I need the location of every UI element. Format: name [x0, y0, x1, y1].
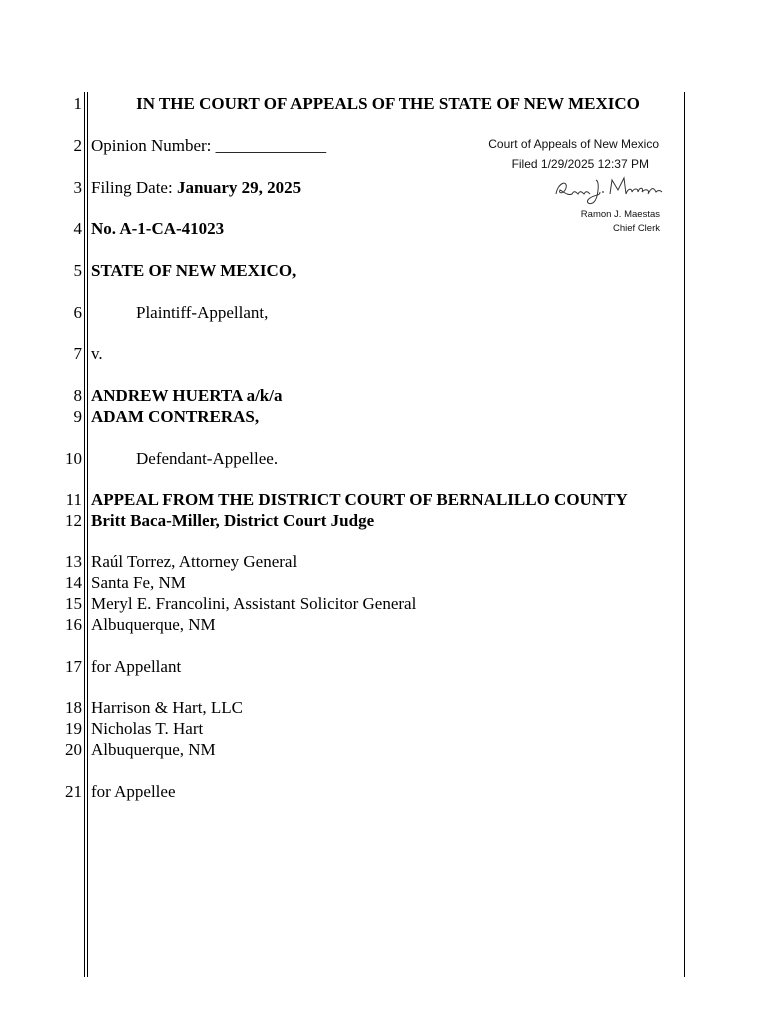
clerk-signature: [548, 172, 664, 208]
left-margin-rule: [84, 92, 85, 977]
stamp-court: Court of Appeals of New Mexico: [488, 137, 659, 151]
line-number: 14: [65, 573, 82, 592]
appellee-counsel-line: Nicholas T. Hart: [91, 719, 204, 738]
stamp-clerk-title: Chief Clerk: [613, 223, 660, 234]
line-number: 6: [73, 303, 82, 322]
appellant-counsel-line: Meryl E. Francolini, Assistant Solicitor General: [91, 594, 417, 613]
line-number: 4: [73, 219, 82, 238]
line-number: 21: [65, 782, 82, 801]
line-number: 20: [65, 740, 82, 759]
line-number: 1: [73, 94, 82, 113]
filing-date: [91, 178, 301, 198]
court-title: IN THE COURT OF APPEALS OF THE STATE OF NEW MEXICO: [136, 94, 640, 113]
line-number: 15: [65, 594, 82, 613]
district-judge: Britt Baca-Miller, District Court Judge: [91, 511, 375, 530]
line-number: 5: [73, 261, 82, 280]
right-margin-rule: [684, 92, 685, 977]
filing-date-label: Filing Date:: [91, 178, 177, 197]
line-number: 3: [73, 178, 82, 197]
line-number: 8: [73, 386, 82, 405]
line-number: 13: [65, 552, 82, 571]
stamp-filed: Filed 1/29/2025 12:37 PM: [511, 157, 649, 171]
line-number: 10: [65, 449, 82, 468]
defendant-role: Defendant-Appellee.: [136, 449, 279, 468]
appeal-from: APPEAL FROM THE DISTRICT COURT OF BERNALILLO COUNTY: [91, 490, 628, 509]
line-number: 11: [65, 490, 82, 509]
line-number: 7: [73, 344, 82, 363]
line-number: 9: [73, 407, 82, 426]
line-number: 19: [65, 719, 82, 738]
left-margin-rule-inner: [87, 92, 88, 977]
for-appellant: for Appellant: [91, 657, 182, 676]
case-number: No. A-1-CA-41023: [91, 219, 225, 238]
for-appellee: for Appellee: [91, 782, 176, 801]
opinion-number: Opinion Number: _____________: [91, 136, 327, 155]
appellee-counsel-line: Harrison & Hart, LLC: [91, 698, 244, 717]
stamp-clerk-name: Ramon J. Maestas: [580, 209, 660, 220]
defendant-name-2: ADAM CONTRERAS,: [91, 407, 260, 426]
line-number: 2: [73, 136, 82, 155]
plaintiff-role: Plaintiff-Appellant,: [136, 303, 269, 322]
appellant-counsel-line: Santa Fe, NM: [91, 573, 186, 592]
appellee-counsel-line: Albuquerque, NM: [91, 740, 216, 759]
appellant-counsel-line: Raúl Torrez, Attorney General: [91, 552, 298, 571]
appellant-counsel-line: Albuquerque, NM: [91, 615, 216, 634]
defendant-name-1: ANDREW HUERTA a/k/a: [91, 386, 283, 405]
filing-date-value: January 29, 2025: [176, 178, 302, 197]
line-number: 16: [65, 615, 82, 634]
line-number: 12: [65, 511, 82, 530]
line-number: 17: [65, 657, 82, 676]
plaintiff-name: STATE OF NEW MEXICO,: [91, 261, 297, 280]
line-number: 18: [65, 698, 82, 717]
versus: v.: [91, 344, 103, 363]
